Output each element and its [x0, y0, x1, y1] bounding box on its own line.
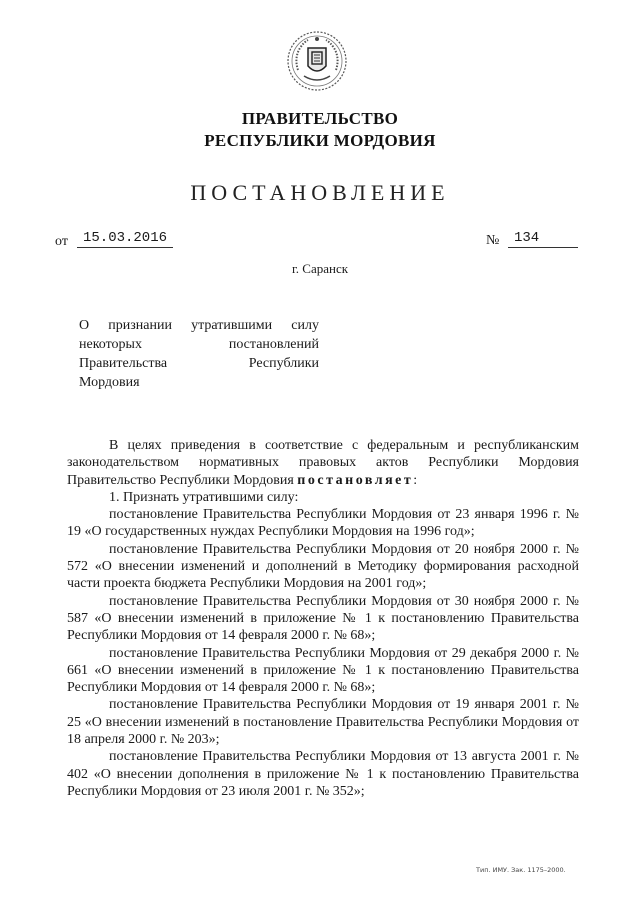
document-number: 134	[508, 230, 578, 248]
act-entry: постановление Правительства Республики Мордовия от 20 ноября 2000 г. № 572 «О внесении изменений и дополнений в Методику формирования расходной части проекта бюджета Республики Мордовия на 2001 год»;	[67, 541, 579, 592]
intro-paragraph: В целях приведения в соответствие с федеральным и республиканским законодательством нормативных правовых актов Республики Мордовия Правительство Республики Мордовия постановляет:	[67, 438, 579, 488]
document-date: 15.03.2016	[77, 230, 173, 248]
act-entry: постановление Правительства Республики Мордовия от 23 января 1996 г. № 19 «О государственных нуждах Республики Мордовия на 1996 год»;	[67, 507, 579, 540]
subject-line: О признании утратившими силу	[79, 318, 319, 333]
document-subject	[79, 316, 319, 392]
item-heading: 1. Признать утратившими силу:	[109, 489, 299, 505]
coat-of-arms-icon	[286, 30, 348, 92]
act-entry: постановление Правительства Республики Мордовия от 13 августа 2001 г. № 402 «О внесении дополнения в приложение № 1 к постановлению Правительства Республики Мордовия от 23 июля 2001 г. № 352»;	[67, 749, 579, 799]
subject-line: Мордовия	[79, 375, 140, 390]
act-entry: постановление Правительства Республики Мордовия от 29 декабря 2000 г. № 661 «О внесении изменений в приложение № 1 к постановлению Правительства Республики Мордовия от 14 февраля 2000 г. № 68»;	[67, 645, 579, 696]
government-name-line1: ПРАВИТЕЛЬСТВО	[241, 109, 399, 128]
document-type-title: ПОСТАНОВЛЕНИЕ	[190, 180, 450, 205]
date-label: от	[55, 234, 68, 249]
act-entry: постановление Правительства Республики Мордовия от 19 января 2001 г. № 25 «О внесении изменений в постановление Правительства Республики Мордовия от 18 апреля 2000 г. № 203»;	[67, 697, 579, 748]
city-name: г. Саранск	[291, 261, 349, 276]
print-mark: Тип. ИМУ. Зак. 1175–2000.	[476, 866, 566, 874]
act-entry: постановление Правительства Республики Мордовия от 30 ноября 2000 г. № 587 «О внесении изменений в приложение № 1 к постановлению Правительства Республики Мордовия от 14 февраля 2000 г. № 68»;	[67, 593, 579, 644]
document-body	[67, 437, 579, 800]
subject-line: некоторых постановлений	[79, 337, 319, 352]
subject-line: Правительства Республики	[79, 356, 319, 371]
decree-keyword: постановляет	[297, 472, 414, 488]
number-label: №	[486, 233, 500, 248]
government-name-line2: РЕСПУБЛИКИ МОРДОВИЯ	[204, 131, 436, 150]
